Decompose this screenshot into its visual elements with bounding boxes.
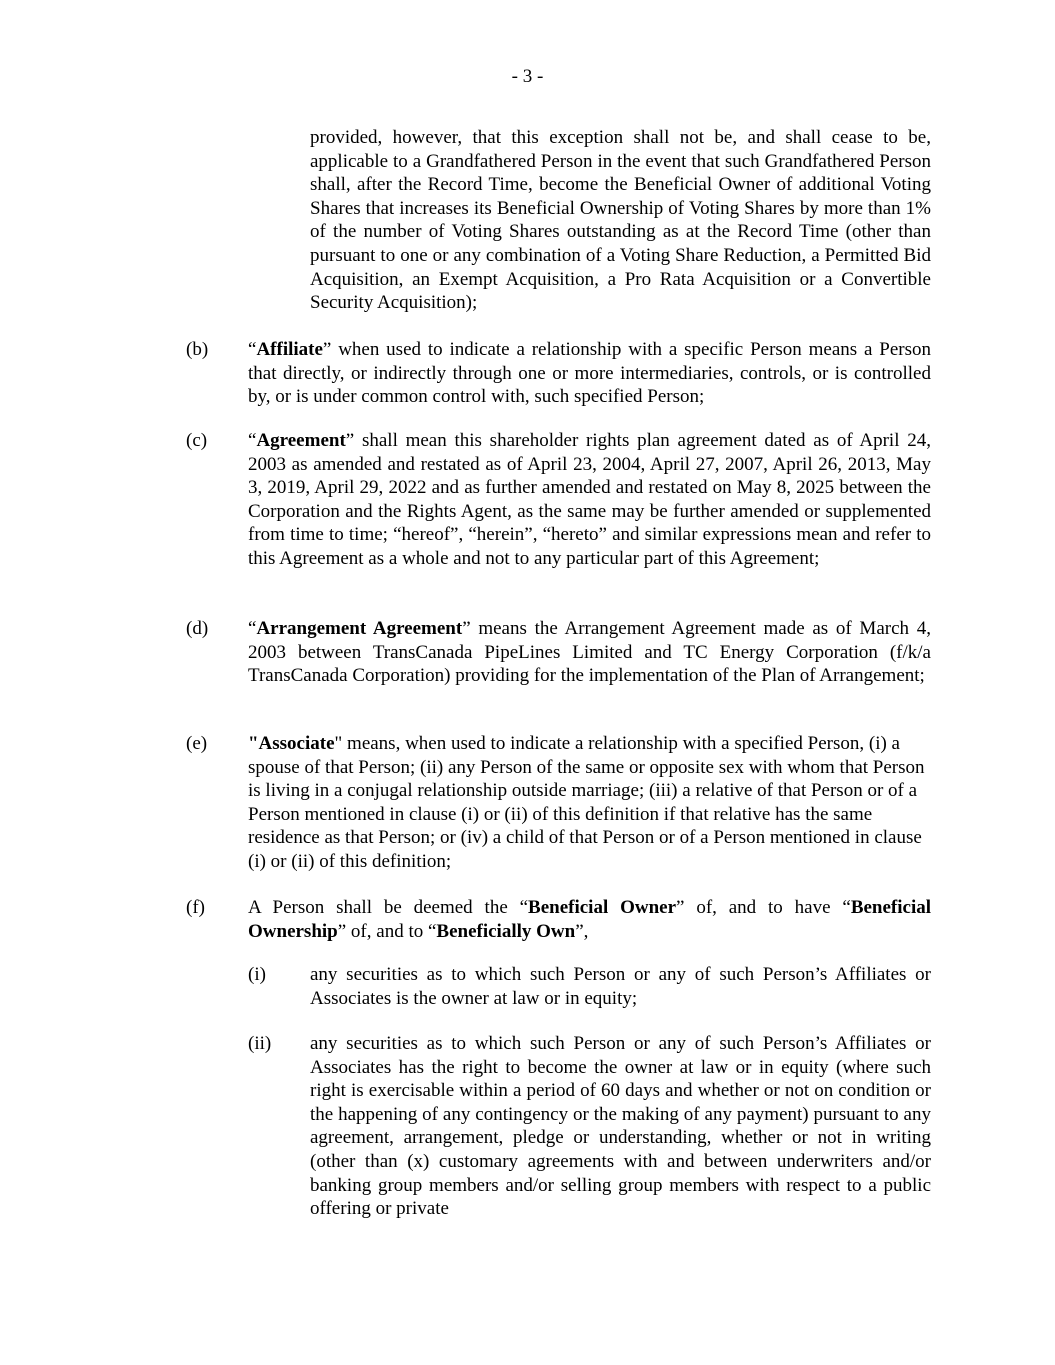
subitem-text: any securities as to which such Person or any of such Person’s Affiliates or Associates has the right to become the owner at law or in equity (where such right is exercisable within a period of 60 days and whether or not on condition or the happening of any contingency or the making of any payment) pursuant to any agreement, arrangement, pledge or understanding, whether or not in writing (other than (x) customary agreements with and between underwriters and/or banking group members and/or selling group members with respect to a public offering or private [310,1033,931,1220]
continuation-paragraph [310,126,931,315]
definition-text: ” shall mean this shareholder rights plan agreement dated as of April 24, 2003 as amended and restated as of April 23, 2004, April 27, 2007, April 26, 2013, May 3, 2019, April 29, 2022 and as further amended and restated on May 8, 2025 between the Corporation and the Rights Agent, as the same may be further amended or supplemented from time to time; “hereof”, “herein”, “hereto” and similar expressions mean and refer to this Agreement as a whole and not to any particular part of this Agreement; [248,430,931,569]
defined-term-beneficially-own: Beneficially Own [436,920,576,942]
definition-associate [248,732,931,874]
text-part: ” of, and to “ [337,920,437,942]
item-label-c: (c) [186,430,208,451]
page-number: - 3 - [511,66,544,87]
defined-term-beneficial-owner: Beneficial Owner [528,897,677,918]
definition-arrangement-agreement [248,617,931,688]
text-part: ” of, and to have “ [676,897,851,918]
defined-term-agreement: Agreement [256,430,346,451]
definition-affiliate [248,338,931,409]
defined-term-arrangement-agreement: Arrangement Agreement [256,618,463,639]
defined-term-affiliate: Affiliate [256,339,323,360]
subitem-label-ii: (ii) [248,1033,272,1054]
item-label-f: (f) [186,897,205,918]
definition-text: " means, when used to indicate a relationship with a specified Person, (i) a spouse of that Person; (ii) any Person of the same or opposite sex with whom that Person is living in a conjugal relationship outside marriage; (iii) a relative of that Person or of a Person mentioned in clause (i) or (ii) of this definition if that relative has the same residence as that Person; or (iv) a child of that Person or of a Person mentioned in clause (i) or (ii) of this definition; [248,733,925,872]
quote-open: “ [248,430,257,451]
defined-term-associate: "Associate [248,733,335,754]
definition-text: ” means the Arrangement Agreement made as of March 4, 2003 between TransCanada PipeLines Limited and TC Energy Corporation (f/k/a TransCanada Corporation) providing for the implementation of the Plan of Arrangement; [248,618,931,687]
text-part: A Person shall be deemed the “ [248,897,529,918]
subitem-ii [310,1032,931,1221]
continuation-text: provided, however, that this exception shall not be, and shall cease to be, applicable to a Grandfathered Person in the event that such Grandfathered Person shall, after the Record Time, become the Beneficial Owner of additional Voting Shares that increases its Beneficial Ownership of Voting Shares by more than 1% of the number of Voting Shares outstanding as at the Record Time (other than pursuant to one or any combination of a Voting Share Reduction, a Permitted Bid Acquisition, an Exempt Acquisition, a Pro Rata Acquisition or a Convertible Security Acquisition); [310,127,931,314]
quote-open: “ [248,618,257,639]
subitem-label-i: (i) [248,964,266,985]
subitem-text: any securities as to which such Person or any of such Person’s Affiliates or Associates is the owner at law or in equity; [310,964,931,1009]
definition-beneficial-owner [248,896,931,943]
text-part: ”, [575,920,589,942]
quote-open: “ [248,339,257,360]
subitem-i [310,963,931,1010]
item-label-e: (e) [186,733,208,754]
definition-text: ” when used to indicate a relationship with a specific Person means a Person that directly, or indirectly through one or more intermediaries, controls, or is controlled by, or is under common control with, such specified Person; [248,339,931,408]
item-label-b: (b) [186,339,209,360]
definition-agreement [248,429,931,571]
defined-term-beneficial-ownership: Beneficial Ownership [248,897,932,942]
item-label-d: (d) [186,618,209,639]
